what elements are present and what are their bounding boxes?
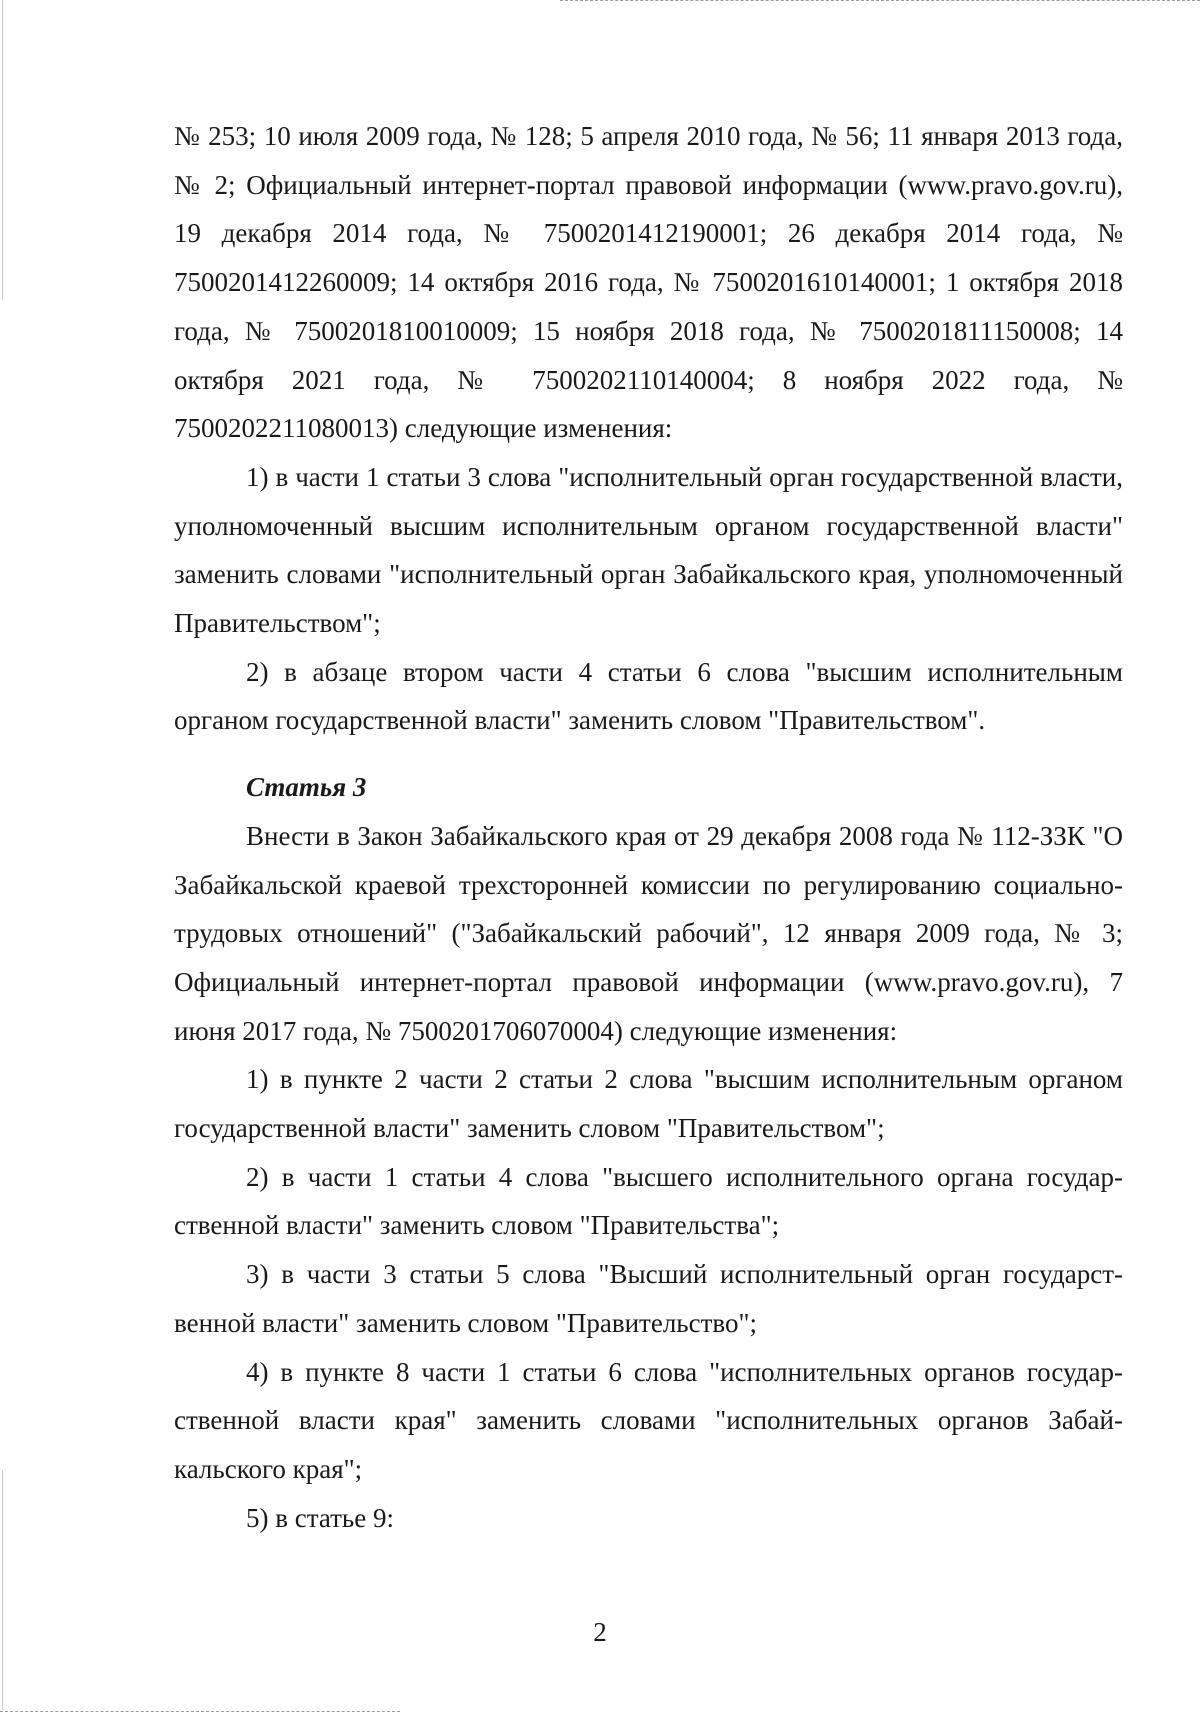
- article-item-2: 2) в части 1 статьи 4 слова "высшего исполнительного органа государственной власти" заменить словом "Правительства";: [174, 1161, 1123, 1241]
- article-item-4: 4) в пункте 8 части 1 статьи 6 слова "исполнительных органов государственной власти края" заменить словами "исполнительных органов Забайкальского края";: [174, 1356, 1123, 1484]
- scan-edge-left: [2, 0, 3, 300]
- scan-edge-top: [560, 0, 1200, 1]
- paragraph-item-2: 2) в абзаце втором части 4 статьи 6 слова "высшим исполнительным органом государственной власти" заменить словом "Правительством".: [174, 656, 1123, 736]
- scan-edge-bottom: [0, 1711, 400, 1712]
- scan-edge-left-lower: [2, 1470, 3, 1710]
- paragraph-continuation: № 253; 10 июля 2009 года, № 128; 5 апреля 2010 года, № 56; 11 января 2013 года, № 2; Официальный интернет-портал правовой информации (www.pravo.gov.ru), 19 декабря 2014 года, № 7500201412190001; 26 декабря 2014 года, № 7500201412260009; 14 октября 2016 года, № 7500201610140001; 1 октября 2018 года, № 7500201810010009; 15 ноября 2018 года, № 7500201811150008; 14 октября 2021 года, № 7500202110140004; 8 ноября 2022 года, № 7500202211080013) следующие изменения:: [174, 121, 1123, 444]
- page-number: 2: [593, 1617, 607, 1647]
- paragraph-item-1: 1) в части 1 статьи 3 слова "исполнительный орган государственной власти, уполномоченный высшим исполнительным органом государственной власти" заменить словами "исполнительный орган Забайкальского края, уполномоченный Правительством";: [174, 461, 1123, 639]
- article-item-3: 3) в части 3 статьи 5 слова "Высший исполнительный орган государственной власти" заменить словом "Правительство";: [174, 1259, 1123, 1338]
- article-item-1: 1) в пункте 2 части 2 статьи 2 слова "высшим исполнительным органом государственной власти" заменить словом "Правительством";: [174, 1064, 1123, 1144]
- article-item-5: 5) в статье 9:: [246, 1502, 394, 1533]
- article-intro-paragraph: Внести в Закон Забайкальского края от 29 декабря 2008 года № 112-ЗЗК "О Забайкальской краевой трехсторонней комиссии по регулированию социально-трудовых отношений" ("Забайкальский рабочий", 12 января 2009 года, № 3; Официальный интернет-портал правовой информации (www.pravo.gov.ru), 7 июня 2017 года, № 7500201706070004) следующие изменения:: [174, 820, 1123, 1046]
- document-page: [174, 112, 1123, 1542]
- article-heading: Статья 3: [246, 772, 367, 803]
